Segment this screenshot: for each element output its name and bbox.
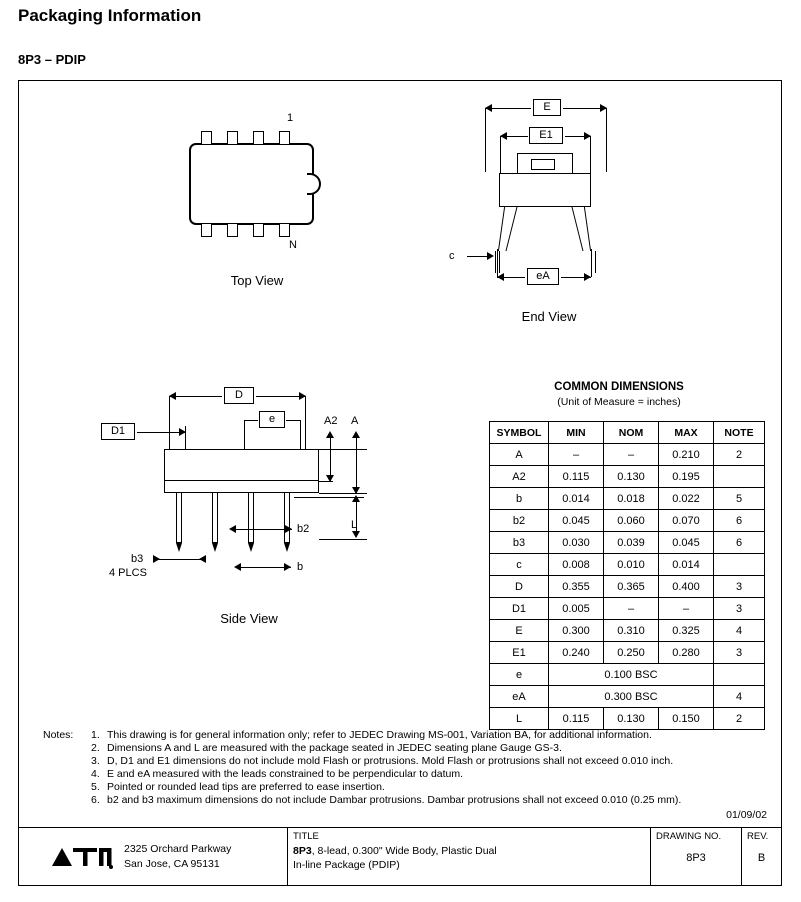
pin-top-1	[201, 131, 212, 145]
notes-label: Notes:	[43, 729, 74, 741]
title-part-rest: , 8-lead, 0.300" Wide Body, Plastic Dual	[311, 845, 497, 857]
cell-min: 0.008	[549, 554, 604, 576]
note-item: 3. D, D1 and E1 dimensions do not include mold Flash or protrusions. Mold Flash or protrusions shall not exceed 0.010 inch.	[91, 755, 674, 767]
th-min: MIN	[549, 422, 604, 444]
plcs-label: 4 PLCS	[109, 567, 147, 579]
cell-symbol: D	[490, 576, 549, 598]
dim-label-A2: A2	[324, 415, 338, 427]
cell-nom: 0.130	[604, 708, 659, 730]
dim-label-D: D	[224, 387, 254, 404]
cell-note	[714, 466, 765, 488]
cell-min: –	[549, 444, 604, 466]
table-row	[490, 642, 765, 664]
end-view-lead-right-outer	[584, 207, 591, 251]
cell-note: 3	[714, 598, 765, 620]
cell-max: 0.400	[659, 576, 714, 598]
pin-top-3	[253, 131, 264, 145]
table-row	[490, 598, 765, 620]
note-item: 5. Pointed or rounded lead tips are preferred to ease insertion.	[91, 781, 385, 793]
end-view-caption: End View	[521, 309, 577, 324]
dim-label-c: c	[449, 250, 455, 262]
side-view-body	[164, 449, 319, 481]
cell-min: 0.300	[549, 620, 604, 642]
drawing-frame	[18, 80, 782, 886]
side-view-lead-4	[284, 493, 290, 543]
company-cell	[19, 828, 287, 885]
side-view-lead-1	[176, 493, 182, 543]
cell-note: 3	[714, 576, 765, 598]
th-note: NOTE	[714, 422, 765, 444]
cell-note: 2	[714, 444, 765, 466]
cell-symbol: b3	[490, 532, 549, 554]
cell-max: 0.045	[659, 532, 714, 554]
table-header-row	[490, 422, 765, 444]
top-view-drawing	[159, 111, 399, 331]
cell-note: 6	[714, 532, 765, 554]
table-row	[490, 510, 765, 532]
note-item: 1. This drawing is for general information only; refer to JEDEC Drawing MS-001, Variation BA, for additional information.	[91, 729, 652, 741]
dim-label-L: L	[351, 519, 358, 531]
package-notch	[307, 173, 321, 195]
cell-symbol: E1	[490, 642, 549, 664]
dim-label-E1: E1	[529, 127, 563, 144]
cell-symbol: D1	[490, 598, 549, 620]
page-title: Packaging Information	[18, 6, 202, 25]
side-view-lead-tip-1	[176, 543, 182, 552]
rev-value: B	[757, 852, 766, 864]
title-cell	[287, 828, 650, 885]
cell-min: 0.045	[549, 510, 604, 532]
end-view-lead-right-inner	[572, 207, 584, 251]
dimension-table-subtitle: (Unit of Measure = inches)	[557, 396, 681, 408]
cell-max: 0.070	[659, 510, 714, 532]
dim-label-b2: b2	[297, 523, 310, 535]
cell-min: 0.005	[549, 598, 604, 620]
cell-nom: 0.250	[604, 642, 659, 664]
th-max: MAX	[659, 422, 714, 444]
table-row-span	[490, 664, 765, 686]
cell-note	[714, 554, 765, 576]
title-text	[288, 842, 650, 872]
pin-1-label: 1	[287, 112, 294, 124]
cell-min: 0.014	[549, 488, 604, 510]
dim-label-b3: b3	[131, 553, 144, 565]
pin-bottom-4	[279, 223, 290, 237]
cell-note	[714, 664, 765, 686]
cell-max: –	[659, 598, 714, 620]
company-address	[124, 842, 231, 872]
dim-label-D1: D1	[101, 423, 135, 440]
end-view-lead-left-outer	[498, 207, 505, 251]
table-row	[490, 444, 765, 466]
pin-bottom-3	[253, 223, 264, 237]
cell-min: 0.115	[549, 466, 604, 488]
cell-max: 0.195	[659, 466, 714, 488]
end-view-lead-left-tip2	[499, 251, 500, 273]
common-dimensions-table	[489, 421, 765, 730]
note-item: 4. E and eA measured with the leads constrained to be perpendicular to datum.	[91, 768, 464, 780]
cell-max: 0.280	[659, 642, 714, 664]
cell-symbol: eA	[490, 686, 549, 708]
side-view-lead-tip-3	[248, 543, 254, 552]
cell-min: 0.240	[549, 642, 604, 664]
note-item: 2. Dimensions A and L are measured with the package seated in JEDEC seating plane Gauge GS-3.	[91, 742, 562, 754]
side-view-lead-3	[248, 493, 254, 543]
side-view-caption: Side View	[220, 611, 278, 626]
cell-max: 0.325	[659, 620, 714, 642]
side-view-drawing	[79, 371, 479, 691]
table-row	[490, 532, 765, 554]
cell-min: 0.115	[549, 708, 604, 730]
cell-nom: 0.130	[604, 466, 659, 488]
dim-label-eA: eA	[527, 268, 559, 285]
cell-max: 0.022	[659, 488, 714, 510]
end-view-drawing	[439, 91, 689, 371]
side-view-shoulder	[164, 481, 319, 493]
end-view-lead-left-tip	[495, 251, 496, 273]
atmel-logo-icon	[51, 844, 115, 870]
cell-note: 4	[714, 620, 765, 642]
cell-nom: –	[604, 598, 659, 620]
cell-note: 5	[714, 488, 765, 510]
cell-min: 0.355	[549, 576, 604, 598]
drawing-no-value: 8P3	[686, 852, 706, 864]
pin-bottom-2	[227, 223, 238, 237]
address-line-1: 2325 Orchard Parkway	[124, 843, 232, 855]
table-row	[490, 488, 765, 510]
pin-top-4	[279, 131, 290, 145]
th-symbol: SYMBOL	[490, 422, 549, 444]
cell-max: 0.150	[659, 708, 714, 730]
cell-symbol: A	[490, 444, 549, 466]
page-subtitle: 8P3 – PDIP	[18, 52, 86, 67]
dim-label-E: E	[533, 99, 561, 116]
cell-symbol: A2	[490, 466, 549, 488]
side-view-lead-2	[212, 493, 218, 543]
cell-nom: 0.018	[604, 488, 659, 510]
note-item: 6. b2 and b3 maximum dimensions do not include Dambar protrusions. Dambar protrusions shall not exceed 0.010 (0.25 mm).	[91, 794, 682, 806]
cell-nom: –	[604, 444, 659, 466]
rev-header: REV.	[747, 831, 769, 842]
cell-nom: 0.039	[604, 532, 659, 554]
dim-label-e: e	[259, 411, 285, 428]
cell-note: 3	[714, 642, 765, 664]
title-line-2: In-line Package (PDIP)	[293, 859, 400, 871]
drawing-no-cell	[650, 828, 741, 885]
title-part-bold: 8P3	[293, 845, 312, 857]
cell-note: 4	[714, 686, 765, 708]
top-view-caption: Top View	[230, 273, 284, 288]
cell-symbol: b	[490, 488, 549, 510]
notes-list	[91, 729, 751, 807]
dim-label-b: b	[297, 561, 304, 573]
cell-max: 0.210	[659, 444, 714, 466]
cell-note: 6	[714, 510, 765, 532]
end-view-body	[499, 173, 591, 207]
table-row	[490, 576, 765, 598]
cell-nom: 0.010	[604, 554, 659, 576]
cell-nom: 0.365	[604, 576, 659, 598]
pin-top-2	[227, 131, 238, 145]
title-block	[19, 827, 781, 885]
end-view-inner-box	[531, 159, 555, 170]
revision-date: 01/09/02	[726, 809, 767, 821]
cell-symbol: E	[490, 620, 549, 642]
table-row	[490, 708, 765, 730]
cell-bsc-value: 0.300 BSC	[549, 686, 714, 708]
cell-symbol: e	[490, 664, 549, 686]
address-line-2: San Jose, CA 95131	[124, 858, 220, 870]
table-row	[490, 554, 765, 576]
cell-bsc-value: 0.100 BSC	[549, 664, 714, 686]
cell-symbol: b2	[490, 510, 549, 532]
title-header: TITLE	[293, 831, 319, 842]
dimension-table-title: COMMON DIMENSIONS	[554, 381, 684, 393]
drawing-no-header: DRAWING NO.	[656, 831, 722, 842]
cell-min: 0.030	[549, 532, 604, 554]
side-view-lead-tip-4	[284, 543, 290, 552]
cell-nom: 0.060	[604, 510, 659, 532]
cell-symbol: c	[490, 554, 549, 576]
side-view-lead-tip-2	[212, 543, 218, 552]
cell-nom: 0.310	[604, 620, 659, 642]
end-view-lead-left-inner	[506, 207, 518, 251]
cell-max: 0.014	[659, 554, 714, 576]
pin-bottom-1	[201, 223, 212, 237]
table-row	[490, 620, 765, 642]
pin-n-label: N	[289, 239, 297, 251]
package-body-outline	[189, 143, 314, 225]
rev-cell	[741, 828, 781, 885]
th-nom: NOM	[604, 422, 659, 444]
cell-note: 2	[714, 708, 765, 730]
table-row	[490, 466, 765, 488]
table-row-span	[490, 686, 765, 708]
cell-symbol: L	[490, 708, 549, 730]
end-view-lead-right-tip2	[595, 251, 596, 273]
dim-label-A: A	[351, 415, 359, 427]
